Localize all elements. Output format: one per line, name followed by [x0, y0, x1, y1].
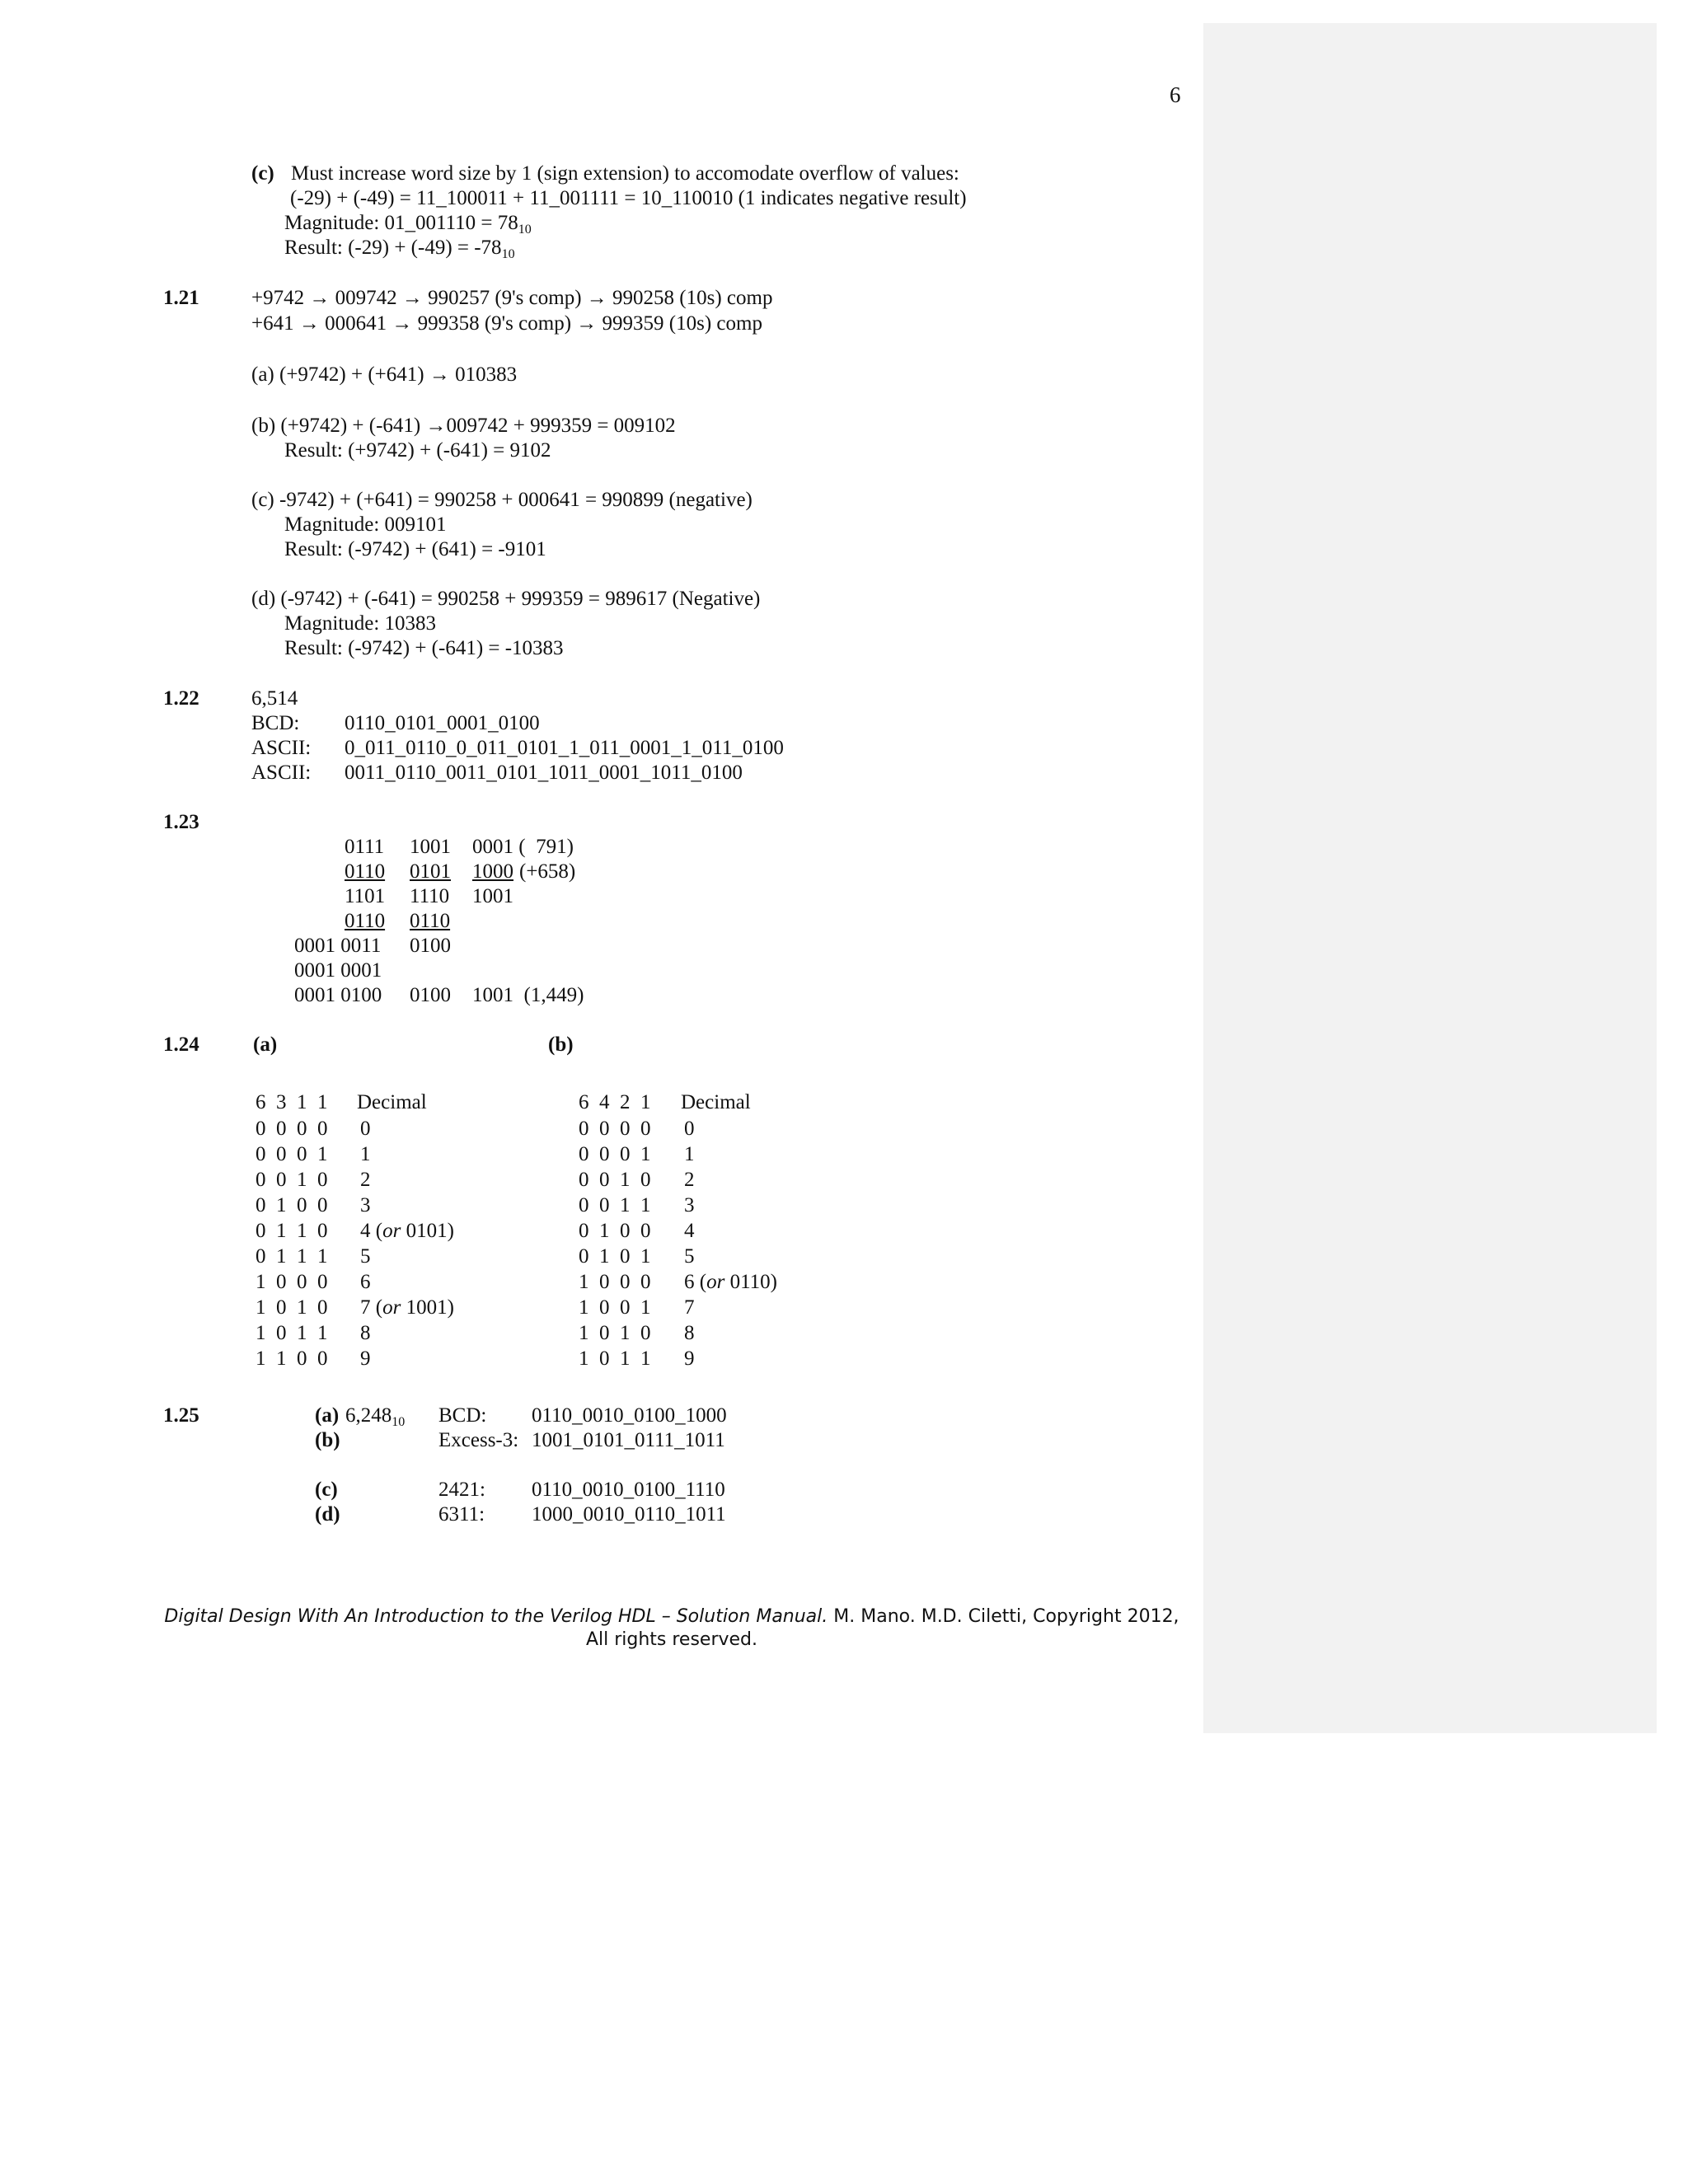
p121-c2: Magnitude: 009101 [284, 513, 447, 536]
p124-b-row-1-decimal: 1 [684, 1143, 695, 1165]
p124-a-row-8-code: 1 0 1 1 [256, 1322, 328, 1344]
p124-a-header-decimal: Decimal [357, 1091, 427, 1113]
p124-b-row-3-code: 0 0 1 1 [579, 1194, 651, 1216]
page-number: 6 [1170, 82, 1181, 107]
p125-a-label: (a) [315, 1404, 340, 1427]
p125-b-code: 1001_0101_0111_1011 [532, 1429, 725, 1451]
p124-a-row-6-decimal: 6 [360, 1271, 371, 1293]
footer-authors: M. Mano. M.D. Ciletti, Copyright 2012, [828, 1606, 1179, 1627]
p124-a-row-8-decimal: 8 [360, 1322, 371, 1344]
p123-r7-c2: 0100 [410, 984, 451, 1006]
p123-r2-c1: 0110 [345, 860, 386, 883]
p123-r6-c1: 0001 0001 [294, 959, 382, 982]
p123-r7-c3: 1001 (1,449) [472, 984, 584, 1006]
p124-b-row-2-decimal: 2 [684, 1169, 695, 1191]
p123-r7-c1: 0001 0100 [294, 984, 382, 1006]
p121-b2: Result: (+9742) + (-641) = 9102 [284, 439, 551, 462]
p125-a-codename: BCD: [438, 1404, 487, 1427]
part-c-label: (c) [251, 162, 274, 185]
footer-copyright [161, 1605, 1183, 1652]
p124-b-row-2-code: 0 0 1 0 [579, 1169, 651, 1191]
p123-r2-c3: 1000 [472, 860, 513, 883]
p123-r5-c2: 0100 [410, 935, 451, 957]
p123-r4-c2: 0110 [410, 910, 451, 932]
p121-line1: +9742 → 009742 → 990257 (9's comp) → 990258 (10s) comp [251, 287, 773, 309]
p123-r2-c2: 0101 [410, 860, 451, 883]
p124-b-row-0-decimal: 0 [684, 1118, 695, 1140]
p124-b-row-4-decimal: 4 [684, 1220, 695, 1242]
p124-b-row-5-code: 0 1 0 1 [579, 1245, 651, 1268]
problem-number-1-25: 1.25 [163, 1404, 199, 1427]
p124-a-row-0-decimal: 0 [360, 1118, 371, 1140]
p125-c-codename: 2421: [438, 1479, 485, 1501]
p124-a-row-7-code: 1 0 1 0 [256, 1296, 328, 1319]
p124-a-row-1-decimal: 1 [360, 1143, 371, 1165]
footer-line1 [161, 1605, 1183, 1629]
p124-a-row-6-code: 1 0 0 0 [256, 1271, 328, 1293]
footer-title: Digital Design With An Introduction to the Verilog HDL – Solution Manual. [164, 1606, 828, 1627]
p124-a-row-5-code: 0 1 1 1 [256, 1245, 328, 1268]
p121-a: (a) (+9742) + (+641) → 010383 [251, 363, 518, 386]
p124-a-row-3-decimal: 3 [360, 1194, 371, 1216]
p124-b-row-4-code: 0 1 0 0 [579, 1220, 651, 1242]
p125-a-code: 0110_0010_0100_1000 [532, 1404, 727, 1427]
p124-b-row-9-decimal: 9 [684, 1347, 695, 1370]
p125-a-value: $6,248_{10}$ [345, 1404, 406, 1429]
p124-a-row-1-code: 0 0 0 1 [256, 1143, 328, 1165]
p124-a-row-0-code: 0 0 0 0 [256, 1118, 328, 1140]
p123-r1-c2: 1001 [410, 836, 451, 858]
problem-number-1-22: 1.22 [163, 687, 199, 710]
p121-c3: Result: (-9742) + (641) = -9101 [284, 538, 546, 560]
p124-b-row-7-code: 1 0 0 1 [579, 1296, 651, 1319]
p124-a-row-2-decimal: 2 [360, 1169, 371, 1191]
p124-b-row-3-decimal: 3 [684, 1194, 695, 1216]
p124-b-row-6-decimal: 6 (or 0110) [684, 1271, 777, 1293]
p124-a-row-4-code: 0 1 1 0 [256, 1220, 328, 1242]
p121-b1: (b) (+9742) + (-641) →009742 + 999359 = 009102 [251, 415, 676, 437]
problem-number-1-23: 1.23 [163, 811, 199, 833]
p121-d2: Magnitude: 10383 [284, 612, 437, 635]
p123-r3-c2: 1110 [410, 885, 450, 907]
part-c-magnitude: Magnitude: 01_001110 = $78_{10}$ [284, 212, 532, 237]
p121-c1: (c) -9742) + (+641) = 990258 + 000641 = 990899 (negative) [251, 489, 753, 511]
p123-r2-c4: (+658) [519, 860, 576, 883]
p124-a-row-7-decimal: 7 (or 1001) [360, 1296, 454, 1319]
p124-a-row-5-decimal: 5 [360, 1245, 371, 1268]
p121-d1: (d) (-9742) + (-641) = 990258 + 999359 = 989617 (Negative) [251, 588, 761, 610]
p122-code-ascii1: 0_011_0110_0_011_0101_1_011_0001_1_011_0100 [345, 737, 784, 759]
p124-a-row-9-decimal: 9 [360, 1347, 371, 1370]
p125-b-codename: Excess-3: [438, 1429, 519, 1451]
p124-b-header-weights: 6 4 2 1 [579, 1091, 651, 1113]
p123-r1-c1: 0111 [345, 836, 385, 858]
p124-b-row-0-code: 0 0 0 0 [579, 1118, 651, 1140]
p125-d-code: 1000_0010_0110_1011 [532, 1503, 726, 1526]
p124-b-row-8-code: 1 0 1 0 [579, 1322, 651, 1344]
p124-b-row-1-code: 0 0 0 1 [579, 1143, 651, 1165]
p124-b-label: (b) [548, 1033, 574, 1056]
p121-line2: +641 → 000641 → 999358 (9's comp) → 999359 (10s) comp [251, 312, 762, 335]
p123-r1-c3: 0001 ( 791) [472, 836, 574, 858]
p123-r3-c3: 1001 [472, 885, 513, 907]
p125-d-codename: 6311: [438, 1503, 485, 1526]
p123-r3-c1: 1101 [345, 885, 386, 907]
p124-b-header-decimal: Decimal [681, 1091, 751, 1113]
p123-r4-c1: 0110 [345, 910, 386, 932]
p124-b-row-6-code: 1 0 0 0 [579, 1271, 651, 1293]
p124-b-row-8-decimal: 8 [684, 1322, 695, 1344]
p122-label-ascii1: ASCII: [251, 737, 312, 759]
p122-label-ascii2: ASCII: [251, 762, 312, 784]
right-margin-panel [1203, 23, 1657, 1733]
p122-value: 6,514 [251, 687, 298, 710]
p122-label-bcd: BCD: [251, 712, 300, 734]
p124-a-row-9-code: 1 1 0 0 [256, 1347, 328, 1370]
p123-r5-c1: 0001 0011 [294, 935, 382, 957]
p125-d-label: (d) [315, 1503, 340, 1526]
p124-b-row-7-decimal: 7 [684, 1296, 695, 1319]
part-c-line2: (-29) + (-49) = 11_100011 + 11_001111 = 10_110010 (1 indicates negative result) [290, 187, 967, 209]
p124-b-row-5-decimal: 5 [684, 1245, 695, 1268]
p125-c-label: (c) [315, 1479, 338, 1501]
part-c-line1: Must increase word size by 1 (sign extension) to accomodate overflow of values: [291, 162, 959, 185]
part-c-result: Result: $(-29) + (-49) = -78_{10}$ [284, 237, 515, 261]
p124-a-header-weights: 6 3 1 1 [256, 1091, 328, 1113]
p124-b-row-9-code: 1 0 1 1 [579, 1347, 651, 1370]
p124-a-row-4-decimal: 4 (or 0101) [360, 1220, 454, 1242]
problem-number-1-21: 1.21 [163, 287, 199, 309]
p121-d3: Result: (-9742) + (-641) = -10383 [284, 637, 564, 659]
problem-number-1-24: 1.24 [163, 1033, 199, 1056]
p122-code-bcd: 0110_0101_0001_0100 [345, 712, 540, 734]
p125-c-code: 0110_0010_0100_1110 [532, 1479, 725, 1501]
footer-line2: All rights reserved. [585, 1629, 758, 1650]
p124-a-row-3-code: 0 1 0 0 [256, 1194, 328, 1216]
p124-a-row-2-code: 0 0 1 0 [256, 1169, 328, 1191]
p122-code-ascii2: 0011_0110_0011_0101_1011_0001_1011_0100 [345, 762, 743, 784]
p124-a-label: (a) [253, 1033, 278, 1056]
p125-b-label: (b) [315, 1429, 340, 1451]
